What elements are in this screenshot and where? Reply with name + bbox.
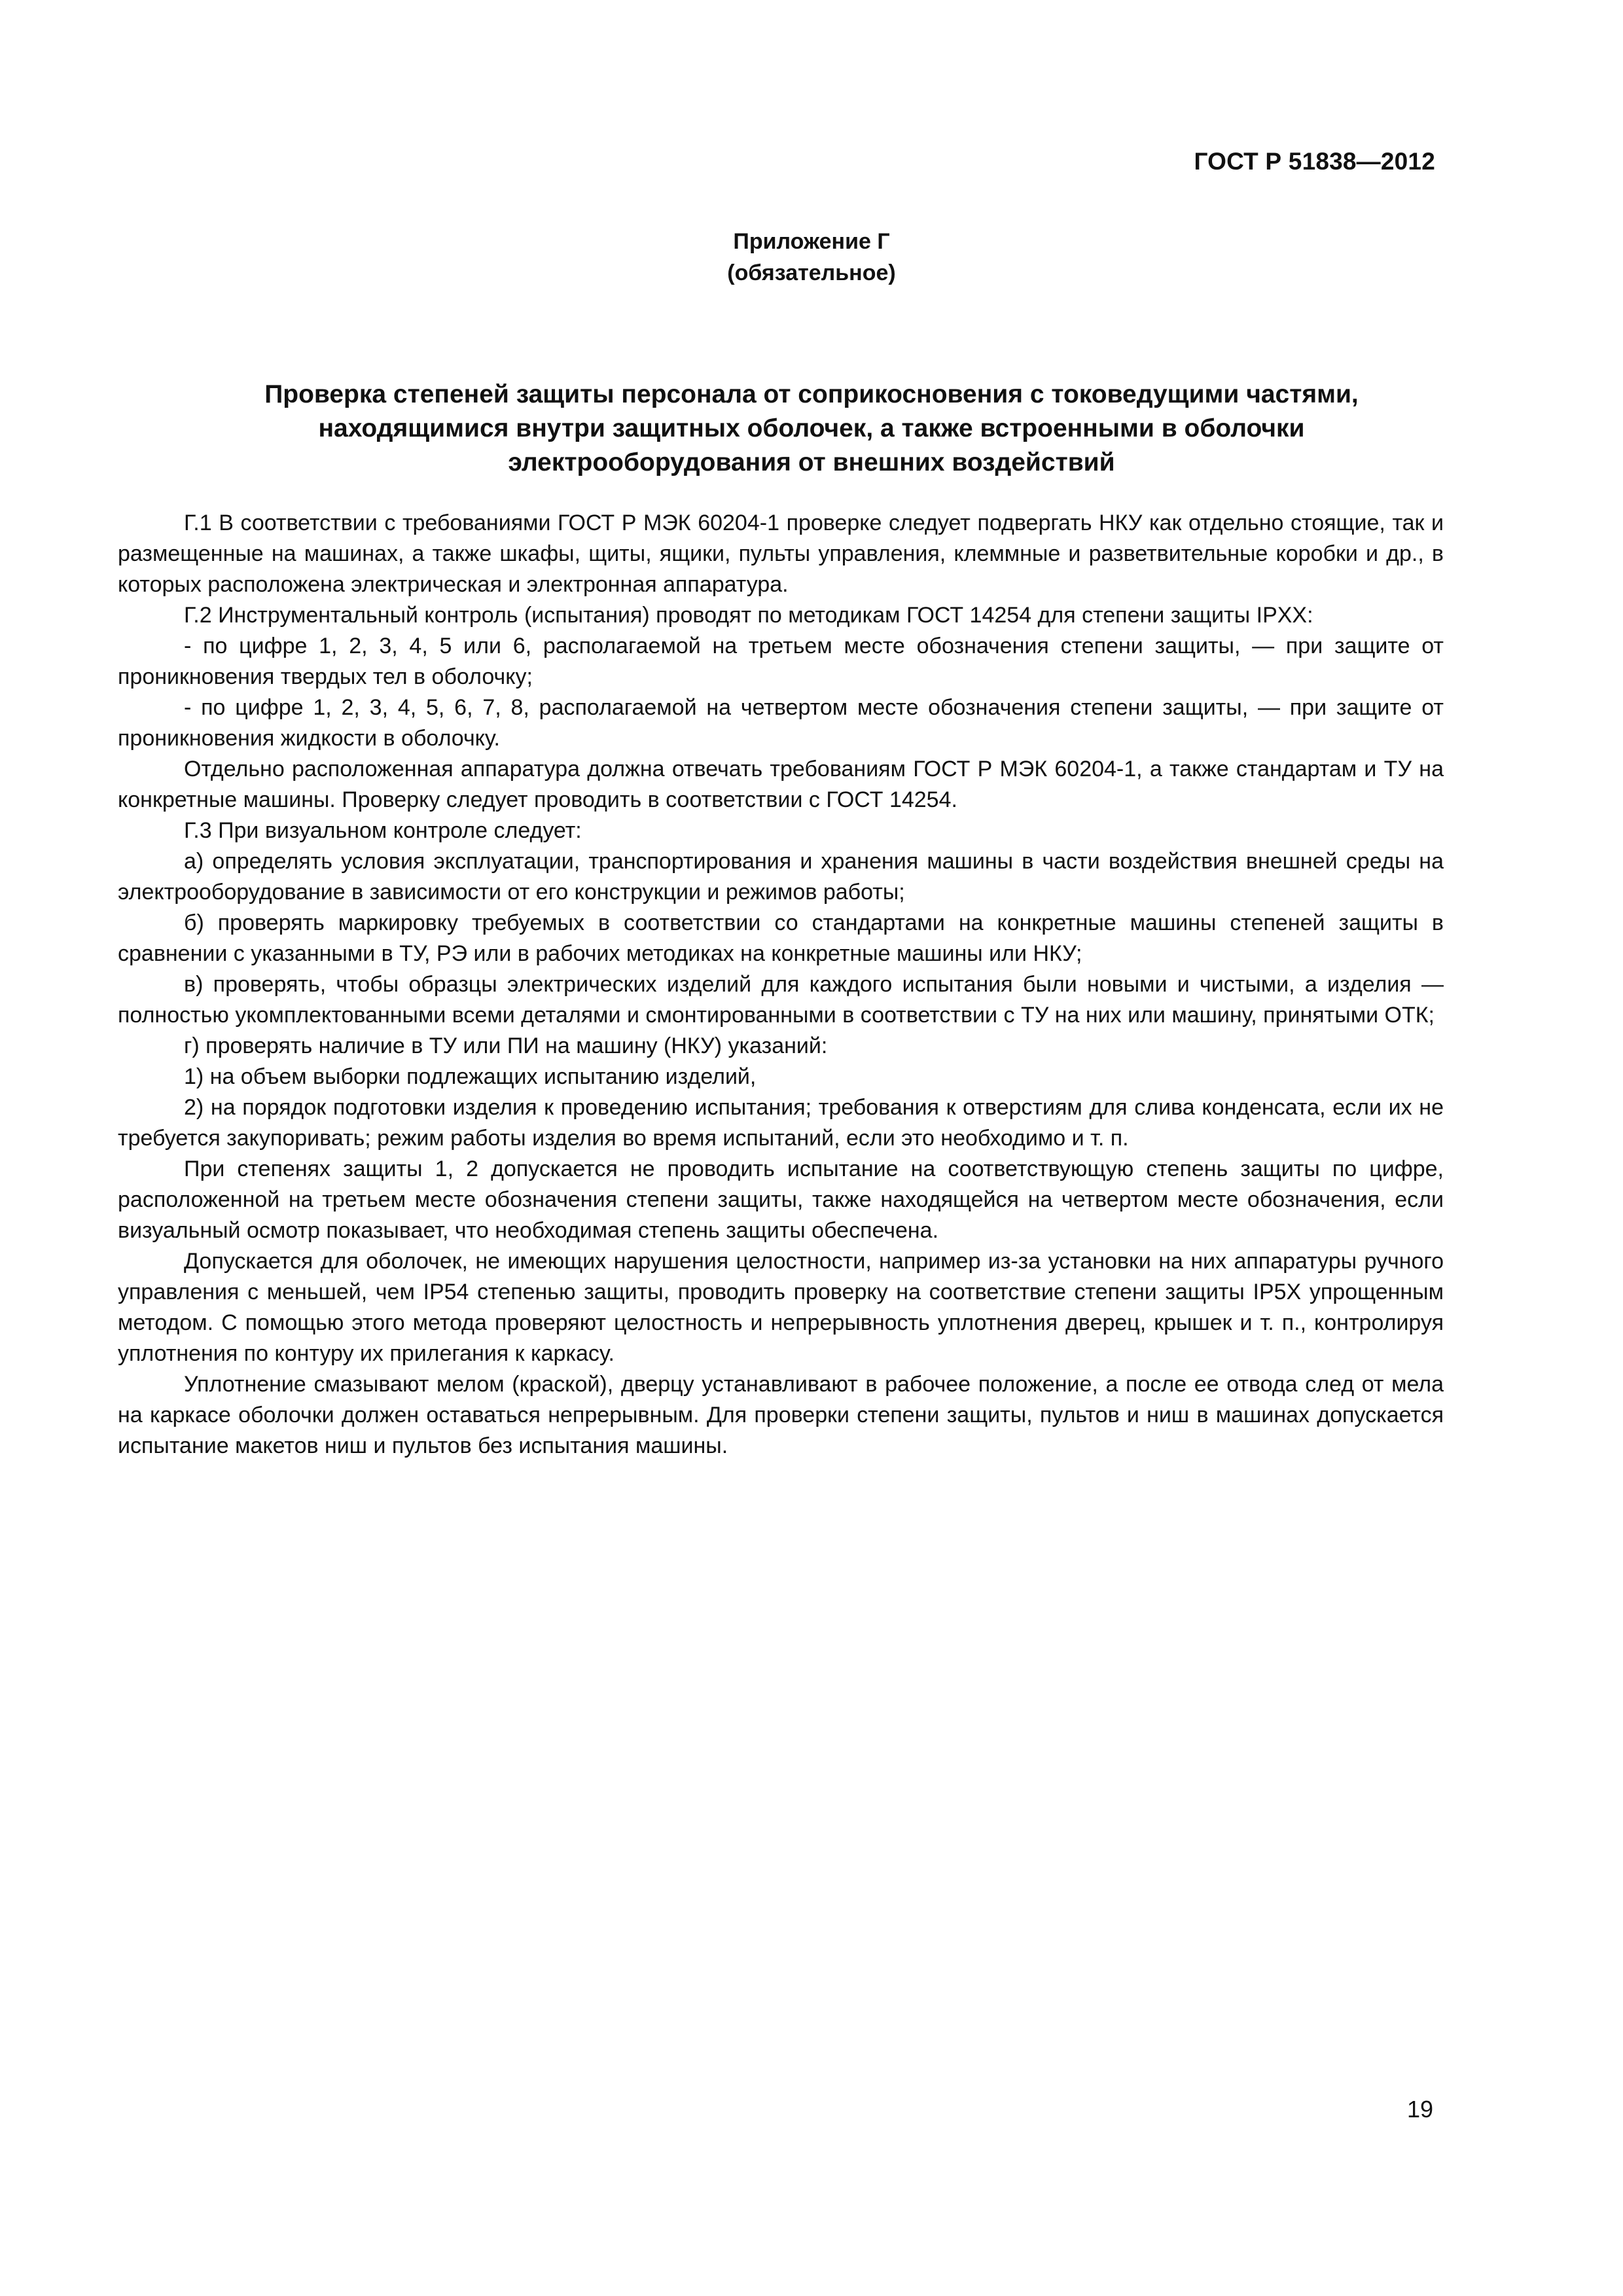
page-number: 19	[1406, 2096, 1433, 2123]
list-item: в) проверять, чтобы образцы электрических изделий для каждого испытания были новыми и чистыми, а изделия — полностью укомплектованными всеми деталями и смонтированными в соответствии с ТУ на них или машину, принятыми ОТК;	[118, 972, 1444, 1028]
heading-line: электрооборудования от внешних воздействий	[508, 448, 1115, 476]
list-item: г) проверять наличие в ТУ или ПИ на машину (НКУ) указаний:	[184, 1033, 828, 1058]
appendix-title: Приложение Г	[733, 229, 890, 254]
paragraph-g2: Г.2 Инструментальный контроль (испытания) проводят по методикам ГОСТ 14254 для степени защиты IPXX:	[184, 603, 1313, 628]
paragraph: Отдельно расположенная аппаратура должна отвечать требованиям ГОСТ Р МЭК 60204-1, а также стандартам и ТУ на конкретные машины. Проверку следует проводить в соответствии с ГОСТ 14254.	[118, 757, 1444, 812]
heading-line: находящимися внутри защитных оболочек, а также встроенными в оболочки	[318, 414, 1305, 442]
paragraph: Допускается для оболочек, не имеющих нарушения целостности, например из-за установки на них аппаратуры ручного управления с меньшей, чем IP54 степенью защиты, проводить проверку на соответствие степени защиты IP5X упрощенным методом. С помощью этого метода проверяют целостность и непрерывность уплотнения дверец, крышек и т. п., контролируя уплотнения по контуру их прилегания к каркасу.	[118, 1249, 1444, 1366]
appendix-status: (обязательное)	[727, 260, 896, 285]
list-item: б) проверять маркировку требуемых в соответствии со стандартами на конкретные машины степеней защиты в сравнении с указанными в ТУ, РЭ или в рабочих методиках на конкретные машины или НКУ;	[118, 910, 1444, 966]
list-item: 1) на объем выборки подлежащих испытанию изделий,	[184, 1064, 757, 1089]
paragraph-g3: Г.3 При визуальном контроле следует:	[184, 818, 582, 843]
paragraph-g1: Г.1 В соответствии с требованиями ГОСТ Р МЭК 60204-1 проверке следует подвергать НКУ как отдельно стоящие, так и размещенные на машинах, а также шкафы, щиты, ящики, пульты управления, клеммные и разветвительные коробки и др., в которых расположена электрическая и электронная аппаратура.	[118, 511, 1444, 597]
list-item: - по цифре 1, 2, 3, 4, 5 или 6, располагаемой на третьем месте обозначения степени защиты, — при защите от проникновения твердых тел в оболочку;	[118, 634, 1444, 689]
paragraph: При степенях защиты 1, 2 допускается не проводить испытание на соответствующую степень защиты по цифре, расположенной на третьем месте обозначения степени защиты, также находящейся на четвертом месте обозначения, если визуальный осмотр показывает, что необходимая степень защиты обеспечена.	[118, 1157, 1444, 1243]
list-item: 2) на порядок подготовки изделия к проведению испытания; требования к отверстиям для слива конденсата, если их не требуется закупоривать; режим работы изделия во время испытаний, если это необходимо и т. п.	[118, 1095, 1444, 1151]
list-item: - по цифре 1, 2, 3, 4, 5, 6, 7, 8, располагаемой на четвертом месте обозначения степени защиты, — при защите от проникновения жидкости в оболочку.	[118, 695, 1444, 751]
heading-line: Проверка степеней защиты персонала от соприкосновения с токоведущими частями,	[264, 380, 1359, 408]
appendix-label	[0, 226, 1623, 289]
list-item: а) определять условия эксплуатации, транспортирования и хранения машины в части воздействия внешней среды на электрооборудование в зависимости от его конструкции и режимов работы;	[118, 849, 1444, 905]
section-heading	[131, 378, 1492, 480]
body-text	[118, 508, 1444, 1462]
document-code: ГОСТ Р 51838—2012	[1194, 148, 1435, 175]
paragraph: Уплотнение смазывают мелом (краской), дверцу устанавливают в рабочее положение, а после ее отвода след от мела на каркасе оболочки должен оставаться непрерывным. Для проверки степени защиты, пультов и ниш в машинах допускается испытание макетов ниш и пультов без испытания машины.	[118, 1372, 1444, 1458]
